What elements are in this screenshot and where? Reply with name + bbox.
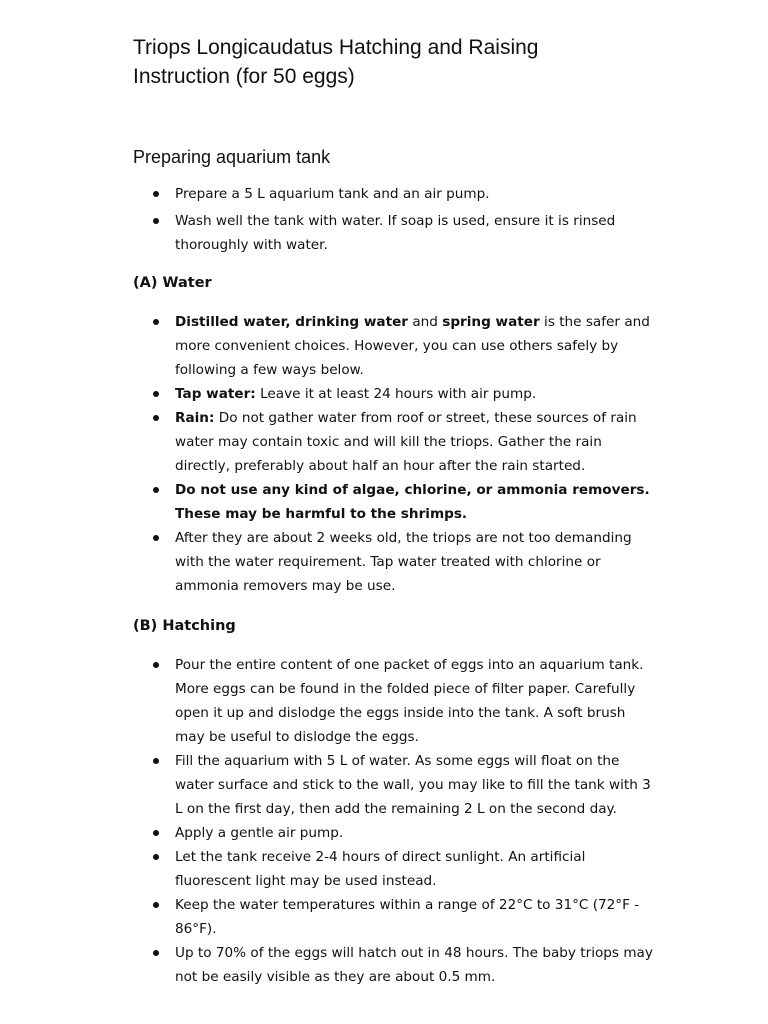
list-item [133,749,653,821]
list-item-text: Do not gather water from roof or street, these sources of rain water may contain toxic and will kill the triops. Gather the rain directly, preferably about half an hour after the rain started. [175,410,637,474]
list-item [133,310,653,382]
section-heading-water: (A) Water [133,275,212,291]
list-item [133,941,653,989]
bullet-icon [153,758,159,764]
list-item-text: and [408,314,443,330]
section-heading-hatching: (B) Hatching [133,618,236,634]
bullet-icon [153,218,159,224]
bullet-icon [153,191,159,197]
list-item-text: Leave it at least 24 hours with air pump. [255,386,537,402]
bullet-icon [153,415,159,421]
hatching-list [133,653,653,989]
bullet-icon [153,662,159,668]
list-item-text: Pour the entire content of one packet of eggs into an aquarium tank. More eggs can be found in the folded piece of filter paper. Carefully open it up and dislodge the eggs inside into the tank. A soft brush may be useful to dislodge the eggs. [175,657,644,745]
bullet-icon [153,391,159,397]
bullet-icon [153,950,159,956]
bullet-icon [153,487,159,493]
bullet-icon [153,902,159,908]
list-item-text: Let the tank receive 2-4 hours of direct sunlight. An artificial fluorescent light may be used instead. [175,849,586,889]
list-item-bold-text: Do not use any kind of algae, chlorine, or ammonia removers. These may be harmful to the shrimps. [175,482,650,522]
list-item [133,382,653,406]
list-item [133,653,653,749]
preparing-list [133,182,653,257]
list-item [133,209,653,257]
list-item-text: is the safer and more convenient choices. However, you can use others safely by following a few ways below. [175,314,650,378]
document-title [133,33,733,91]
bullet-icon [153,854,159,860]
document-title-line-1: Triops Longicaudatus Hatching and Raising [133,36,539,59]
list-item [133,893,653,941]
bullet-icon [153,830,159,836]
bullet-icon [153,319,159,325]
list-item [133,845,653,893]
list-item-text: Prepare a 5 L aquarium tank and an air pump. [175,186,490,202]
water-list [133,310,653,598]
bullet-icon [153,535,159,541]
list-item-text: Apply a gentle air pump. [175,825,344,841]
list-item-text: Fill the aquarium with 5 L of water. As some eggs will float on the water surface and stick to the wall, you may like to fill the tank with 3 L on the first day, then add the remaining 2 L on the second day. [175,753,651,817]
list-item-bold-text: spring water [442,314,540,330]
list-item [133,821,653,845]
list-item-text: Wash well the tank with water. If soap is used, ensure it is rinsed thoroughly with water. [175,213,616,253]
section-heading-preparing: Preparing aquarium tank [133,147,331,167]
list-item-bold-text: Rain: [175,410,215,426]
list-item-text: Keep the water temperatures within a range of 22°C to 31°C (72°F - 86°F). [175,897,640,937]
list-item-text: Up to 70% of the eggs will hatch out in 48 hours. The baby triops may not be easily visible as they are about 0.5 mm. [175,945,653,985]
list-item [133,526,653,598]
list-item [133,406,653,478]
list-item-bold-text: Distilled water, drinking water [175,314,409,330]
list-item [133,182,653,206]
list-item [133,478,653,526]
list-item-bold-text: Tap water: [175,386,256,402]
list-item-text: After they are about 2 weeks old, the triops are not too demanding with the water requirement. Tap water treated with chlorine or ammonia removers may be use. [175,530,632,594]
document-title-line-2: Instruction (for 50 eggs) [133,65,355,88]
